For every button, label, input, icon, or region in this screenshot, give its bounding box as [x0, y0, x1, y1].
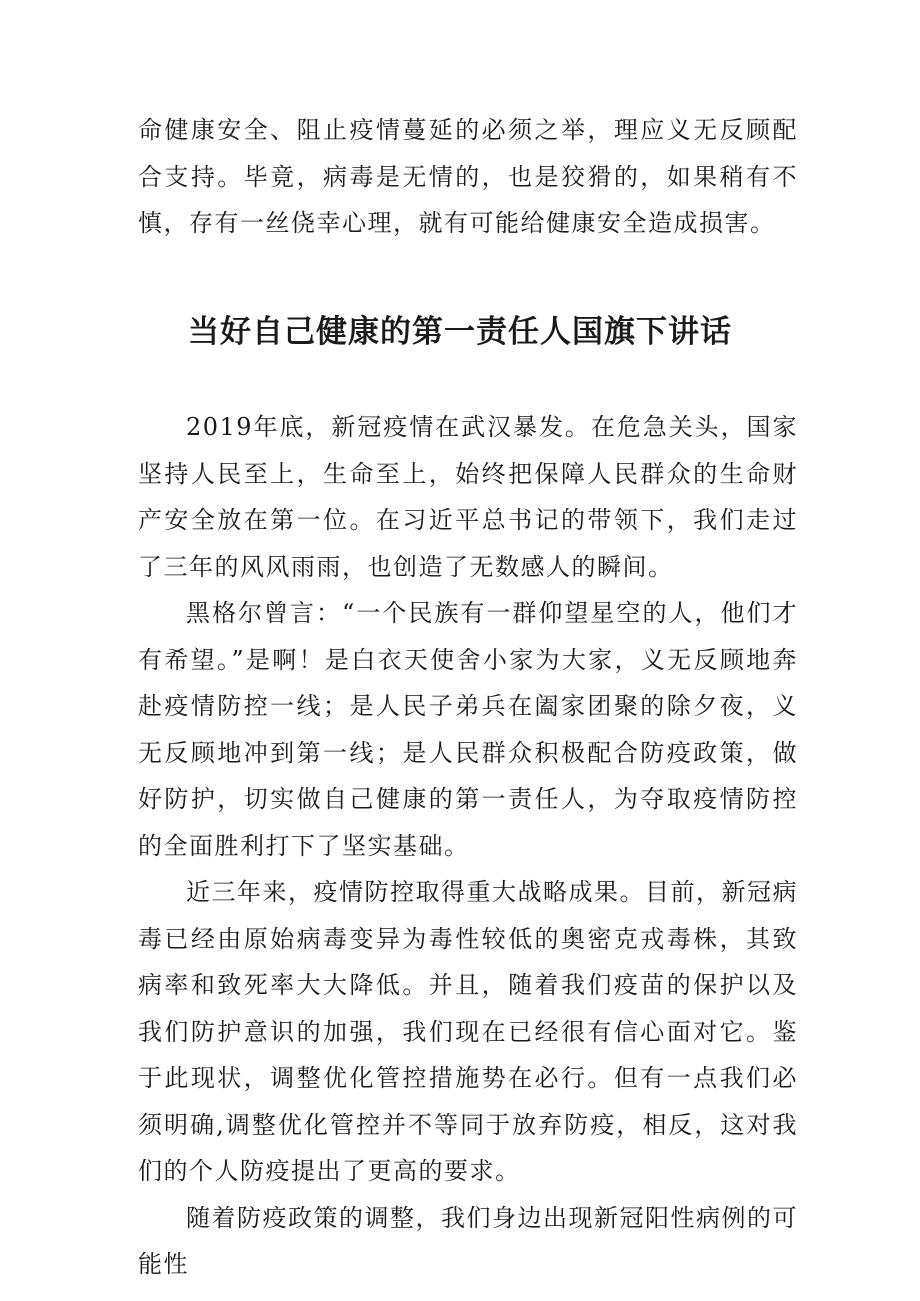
paragraph-1: 2019年底，新冠疫情在武汉暴发。在危急关头，国家坚持人民至上，生命至上，始终把保障人民群众的生命财产安全放在第一位。在习近平总书记的带领下，我们走过了三年的风风雨雨，也创造了无数感人的瞬间。 — [138, 413, 798, 581]
page-title: 当好自己健康的第一责任人国旗下讲话 — [188, 314, 732, 350]
paragraph-3: 近三年来，疫情防控取得重大战略成果。目前，新冠病毒已经由原始病毒变异为毒性较低的奥密克戎毒株，其致病率和致死率大大降低。并且，随着我们疫苗的保护以及我们防护意识的加强，我们现在已经很有信心面对它。鉴于此现状，调整优化管控措施势在必行。但有一点我们必须明确,调整优化管控并不等同于放弃防疫，相反，这对我们的个人防疫提出了更高的要求。 — [138, 878, 798, 1185]
continuation-text — [138, 107, 798, 247]
paragraph-4: 随着防疫政策的调整，我们身边出现新冠阳性病例的可能性 — [138, 1203, 798, 1278]
speech-body — [138, 404, 798, 1288]
paragraph-2: 黑格尔曾言：“一个民族有一群仰望星空的人，他们才有希望。”是啊！是白衣天使舍小家为大家，义无反顾地奔赴疫情防控一线；是人民子弟兵在阖家团聚的除夕夜，义无反顾地冲到第一线；是人民群众积极配合防疫政策，做好防护，切实做自己健康的第一责任人，为夺取疫情防控的全面胜利打下了坚实基础。 — [138, 599, 798, 860]
continuation-paragraph: 命健康安全、阻止疫情蔓延的必须之举，理应义无反顾配合支持。毕竟，病毒是无情的，也是狡猾的，如果稍有不慎，存有一丝侥幸心理，就有可能给健康安全造成损害。 — [138, 116, 798, 237]
